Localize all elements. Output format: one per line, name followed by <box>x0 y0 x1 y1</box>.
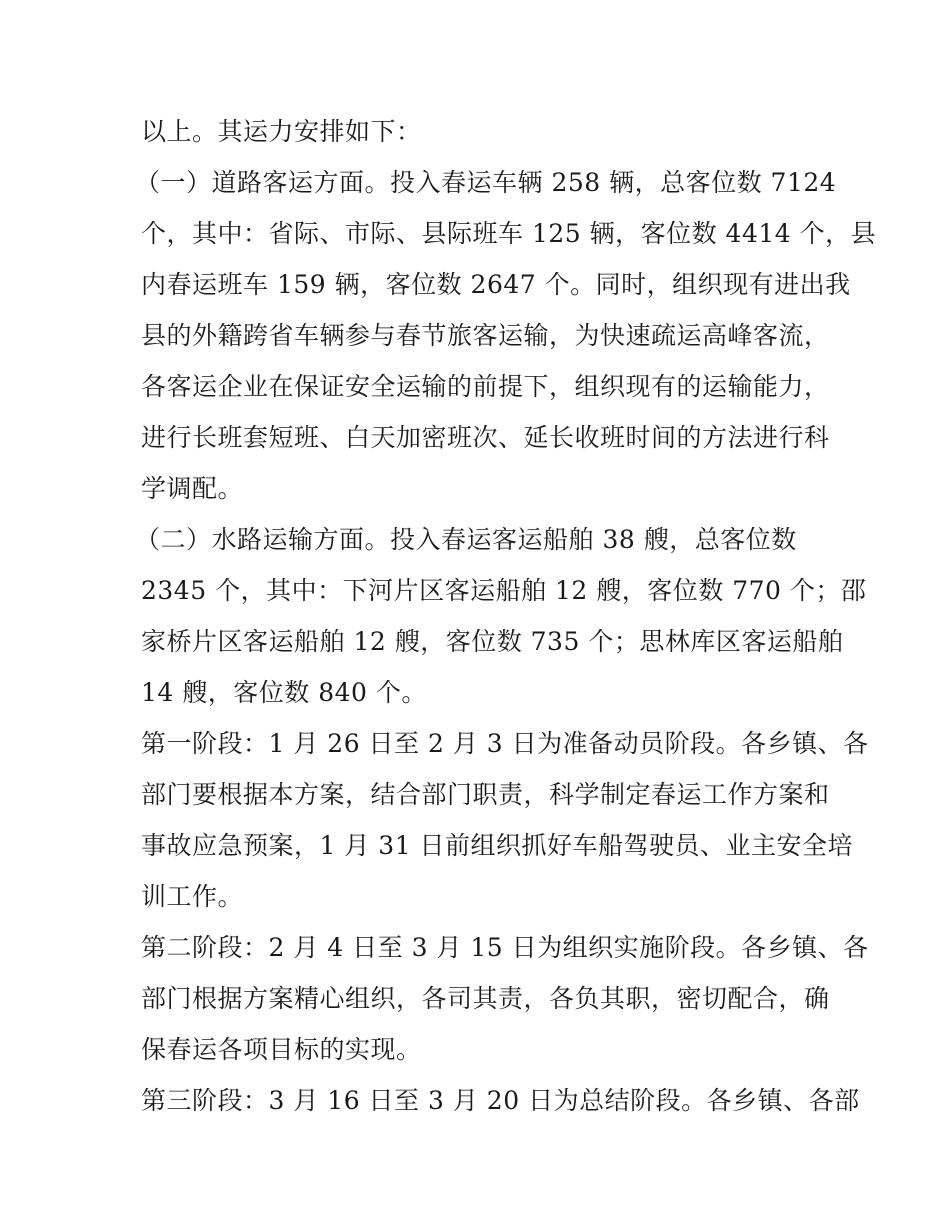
text-line: 保春运各项目标的实现。 <box>141 1035 422 1064</box>
text-line: 学调配。 <box>141 474 244 503</box>
text-line: 第二阶段：2 月 4 日至 3 月 15 日为组织实施阶段。各乡镇、各 <box>141 933 869 962</box>
text-line: （二）水路运输方面。投入春运客运船舶 38 艘，总客位数 <box>135 525 797 554</box>
text-line: 进行长班套短班、白天加密班次、延长收班时间的方法进行科 <box>141 423 830 452</box>
text-line: 县的外籍跨省车辆参与春节旅客运输，为快速疏运高峰客流， <box>141 321 830 350</box>
text-line: 14 艘，客位数 840 个。 <box>141 678 427 707</box>
text-line: 2345 个，其中：下河片区客运船舶 12 艘，客位数 770 个；邵 <box>141 576 867 605</box>
text-line: 部门根据方案精心组织，各司其责，各负其职，密切配合，确 <box>141 984 830 1013</box>
text-line: 以上。其运力安排如下： <box>141 117 422 146</box>
text-line: 第一阶段：1 月 26 日至 2 月 3 日为准备动员阶段。各乡镇、各 <box>141 729 869 758</box>
text-line: 事故应急预案，1 月 31 日前组织抓好车船驾驶员、业主安全培 <box>141 831 854 860</box>
text-line: 内春运班车 159 辆，客位数 2647 个。同时，组织现有进出我 <box>141 270 851 299</box>
text-line: 训工作。 <box>141 882 244 911</box>
text-line: 各客运企业在保证安全运输的前提下，组织现有的运输能力， <box>141 372 830 401</box>
text-line: 第三阶段：3 月 16 日至 3 月 20 日为总结阶段。各乡镇、各部 <box>141 1086 860 1115</box>
document-body <box>135 106 877 1126</box>
text-line: 个，其中：省际、市际、县际班车 125 辆，客位数 4414 个，县 <box>141 219 877 248</box>
text-line: 家桥片区客运船舶 12 艘，客位数 735 个；思林库区客运船舶 <box>141 627 844 656</box>
text-line: 部门要根据本方案，结合部门职责，科学制定春运工作方案和 <box>141 780 830 809</box>
text-line: （一）道路客运方面。投入春运车辆 258 辆，总客位数 7124 <box>135 168 837 197</box>
